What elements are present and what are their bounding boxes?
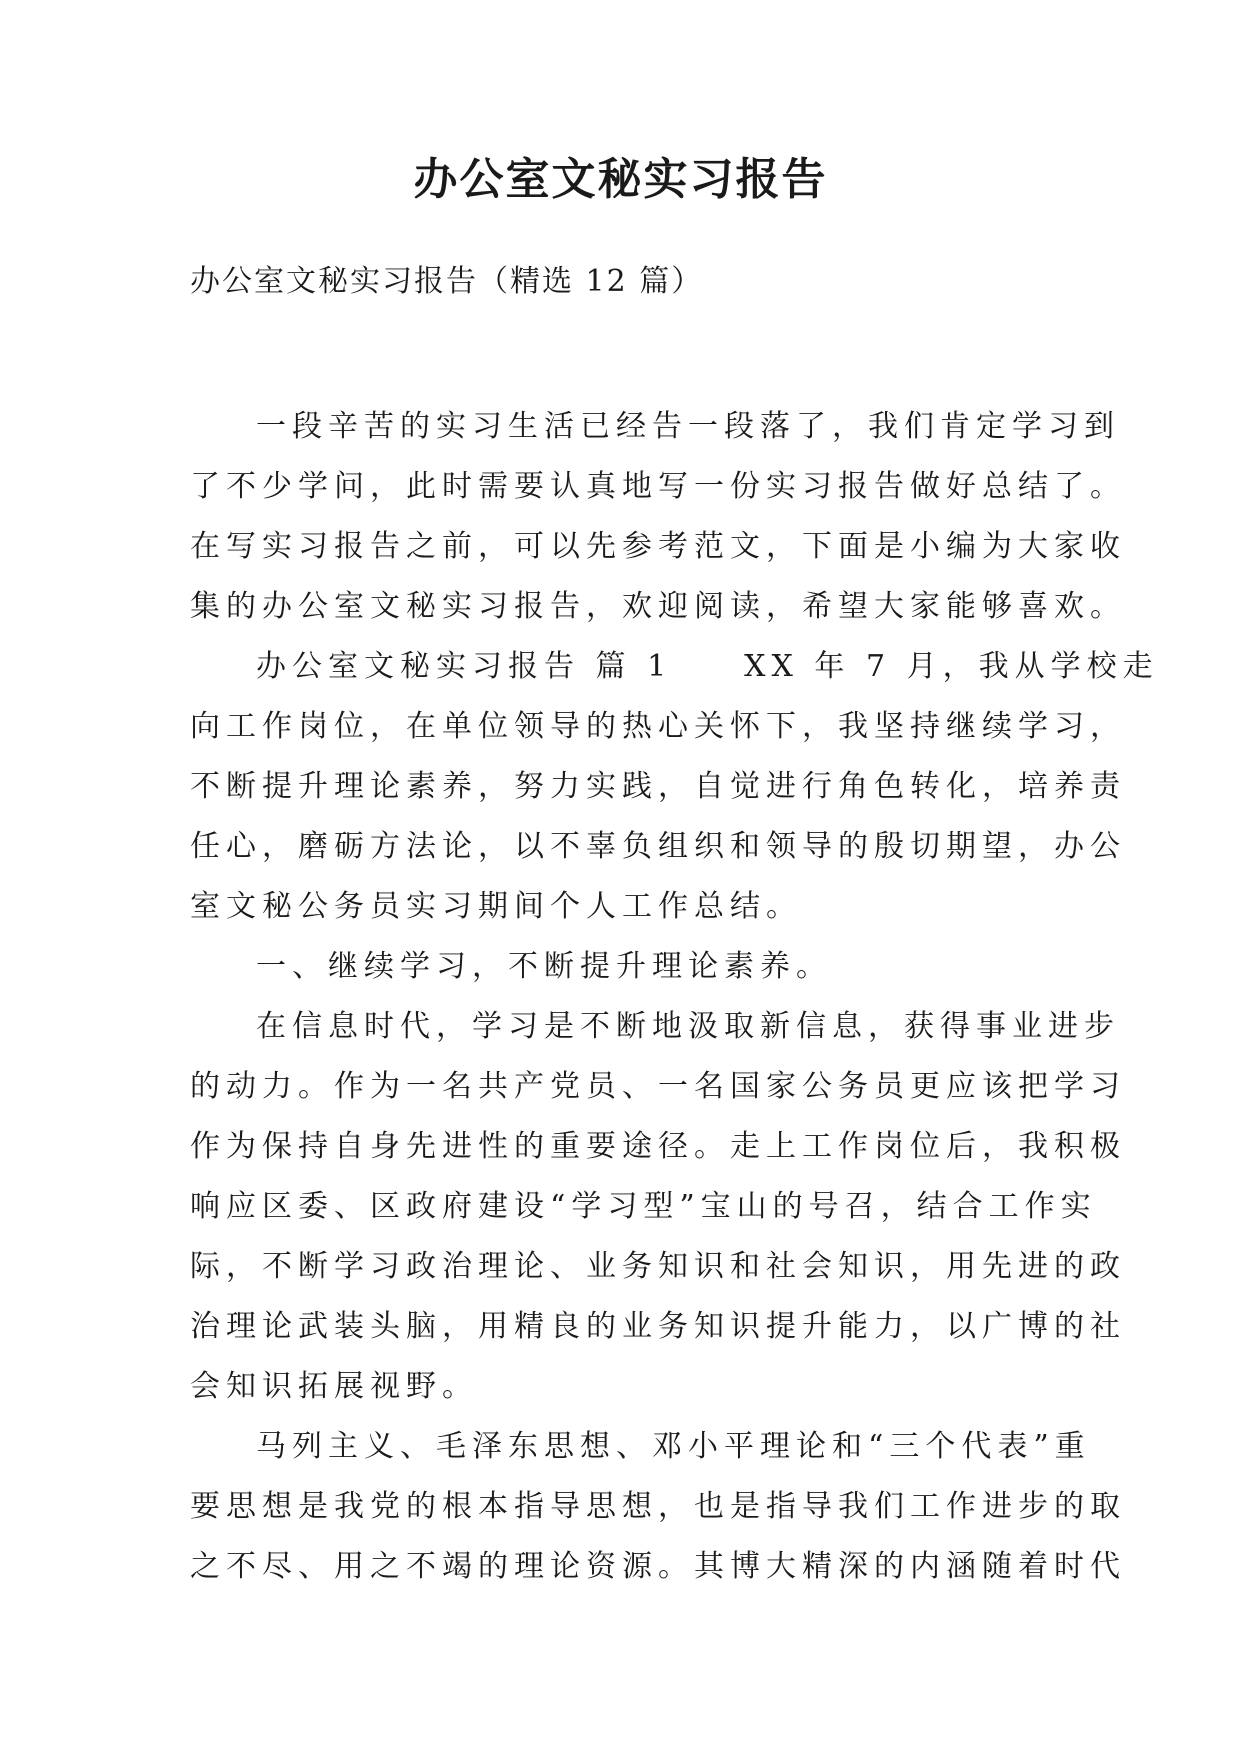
body-text-line: 响应区委、区政府建设“学习型”宝山的号召，结合工作实 — [190, 1189, 1097, 1224]
body-text-line: 的动力。作为一名共产党员、一名国家公务员更应该把学习 — [190, 1069, 1126, 1104]
body-text-line: 室文秘公务员实习期间个人工作总结。 — [190, 889, 802, 924]
body-text-line: 治理论武装头脑，用精良的业务知识提升能力，以广博的社 — [190, 1309, 1126, 1344]
body-text-line: 任心，磨砺方法论，以不辜负组织和领导的殷切期望，办公 — [190, 829, 1126, 864]
document-title: 办公室文秘实习报告 — [413, 154, 828, 205]
body-text-line: 会知识拓展视野。 — [190, 1369, 478, 1404]
body-text-line: 马列主义、毛泽东思想、邓小平理论和“三个代表”重 — [256, 1429, 1091, 1464]
document-subtitle: 办公室文秘实习报告（精选 12 篇） — [190, 264, 704, 299]
body-text-line: 一段辛苦的实习生活已经告一段落了，我们肯定学习到 — [256, 409, 1120, 444]
body-text-line: 要思想是我党的根本指导思想，也是指导我们工作进步的取 — [190, 1489, 1126, 1524]
body-text-line: 在写实习报告之前，可以先参考范文，下面是小编为大家收 — [190, 529, 1126, 564]
body-text-line: 际，不断学习政治理论、业务知识和社会知识，用先进的政 — [190, 1249, 1126, 1284]
body-text-line: 了不少学问，此时需要认真地写一份实习报告做好总结了。 — [190, 469, 1126, 504]
document-body — [190, 407, 1159, 1607]
body-text-line: 一、继续学习，不断提升理论素养。 — [256, 949, 832, 984]
body-text-line: 办公室文秘实习报告 篇 1 XX 年 7 月，我从学校走 — [256, 649, 1159, 684]
body-text-line: 集的办公室文秘实习报告，欢迎阅读，希望大家能够喜欢。 — [190, 589, 1126, 624]
body-text-line: 向工作岗位，在单位领导的热心关怀下，我坚持继续学习， — [190, 709, 1126, 744]
body-text-line: 之不尽、用之不竭的理论资源。其博大精深的内涵随着时代 — [190, 1549, 1126, 1584]
body-text-line: 作为保持自身先进性的重要途径。走上工作岗位后，我积极 — [190, 1129, 1126, 1164]
body-text-line: 在信息时代，学习是不断地汲取新信息，获得事业进步 — [256, 1009, 1120, 1044]
body-text-line: 不断提升理论素养，努力实践，自觉进行角色转化，培养责 — [190, 769, 1126, 804]
